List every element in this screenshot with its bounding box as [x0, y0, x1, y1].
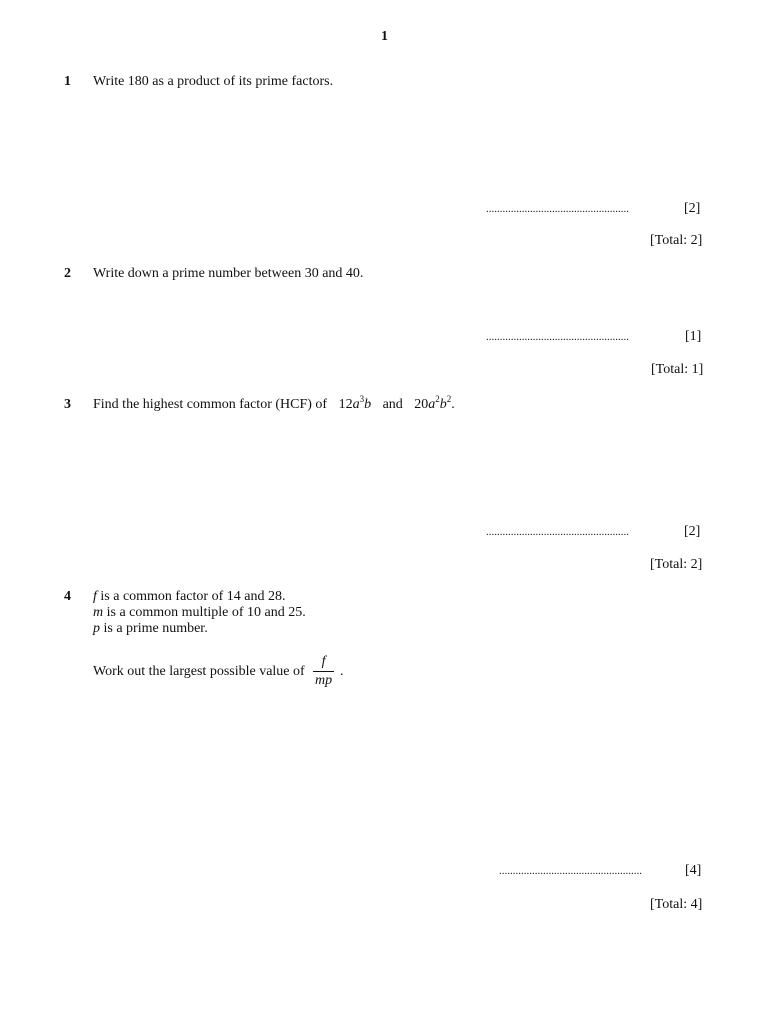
question-text: Write 180 as a product of its prime factors. [93, 74, 334, 89]
coefficient: 20 [414, 397, 429, 412]
variable: f [93, 589, 97, 604]
variable: m [93, 605, 104, 620]
conjunction: and [382, 397, 403, 412]
variable: b [439, 397, 447, 412]
statement-text: is a common multiple of 10 and 25. [103, 605, 306, 620]
fraction-numerator: f [321, 654, 326, 669]
question-text-main: Find the highest common factor (HCF) of [93, 397, 328, 412]
statement-m [93, 605, 306, 621]
full-stop: . [340, 664, 344, 679]
answer-line[interactable]: .................................................... [486, 526, 629, 538]
answer-line[interactable]: .................................................... [486, 203, 629, 215]
variable: b [364, 397, 372, 412]
exponent: 2 [446, 394, 452, 404]
marks: [1] [685, 329, 702, 344]
fraction [313, 654, 334, 689]
question-text: Write down a prime number between 30 and 40. [93, 266, 364, 281]
variable: a [428, 397, 436, 412]
marks: [2] [684, 524, 701, 539]
marks: [2] [684, 201, 701, 216]
fraction-denominator: mp [315, 673, 333, 688]
question-number: 2 [64, 266, 71, 281]
page-number: 1 [381, 29, 388, 44]
exponent: 3 [359, 394, 365, 404]
question-number: 3 [64, 397, 71, 412]
expression-2 [414, 394, 452, 412]
exponent: 2 [435, 394, 440, 404]
total-marks: [Total: 2] [650, 557, 703, 572]
statement-f [93, 589, 285, 605]
variable: a [352, 397, 360, 412]
instruction: Work out the largest possible value of [93, 664, 305, 679]
question-number: 1 [64, 74, 71, 89]
question-text [93, 394, 455, 413]
total-marks: [Total: 4] [650, 897, 703, 912]
answer-line[interactable]: .................................................... [499, 865, 642, 877]
question-number: 4 [64, 589, 71, 604]
answer-line[interactable]: .................................................... [486, 331, 629, 343]
marks: [4] [685, 863, 702, 878]
statement-p [93, 621, 208, 637]
total-marks: [Total: 1] [651, 362, 704, 377]
coefficient: 12 [338, 397, 353, 412]
full-stop: . [451, 397, 455, 412]
fraction-bar [313, 671, 334, 672]
variable: p [93, 621, 100, 636]
expression-1 [338, 394, 372, 412]
statement-text: is a common factor of 14 and 28. [96, 589, 286, 604]
statement-text: is a prime number. [100, 621, 208, 636]
total-marks: [Total: 2] [650, 233, 703, 248]
